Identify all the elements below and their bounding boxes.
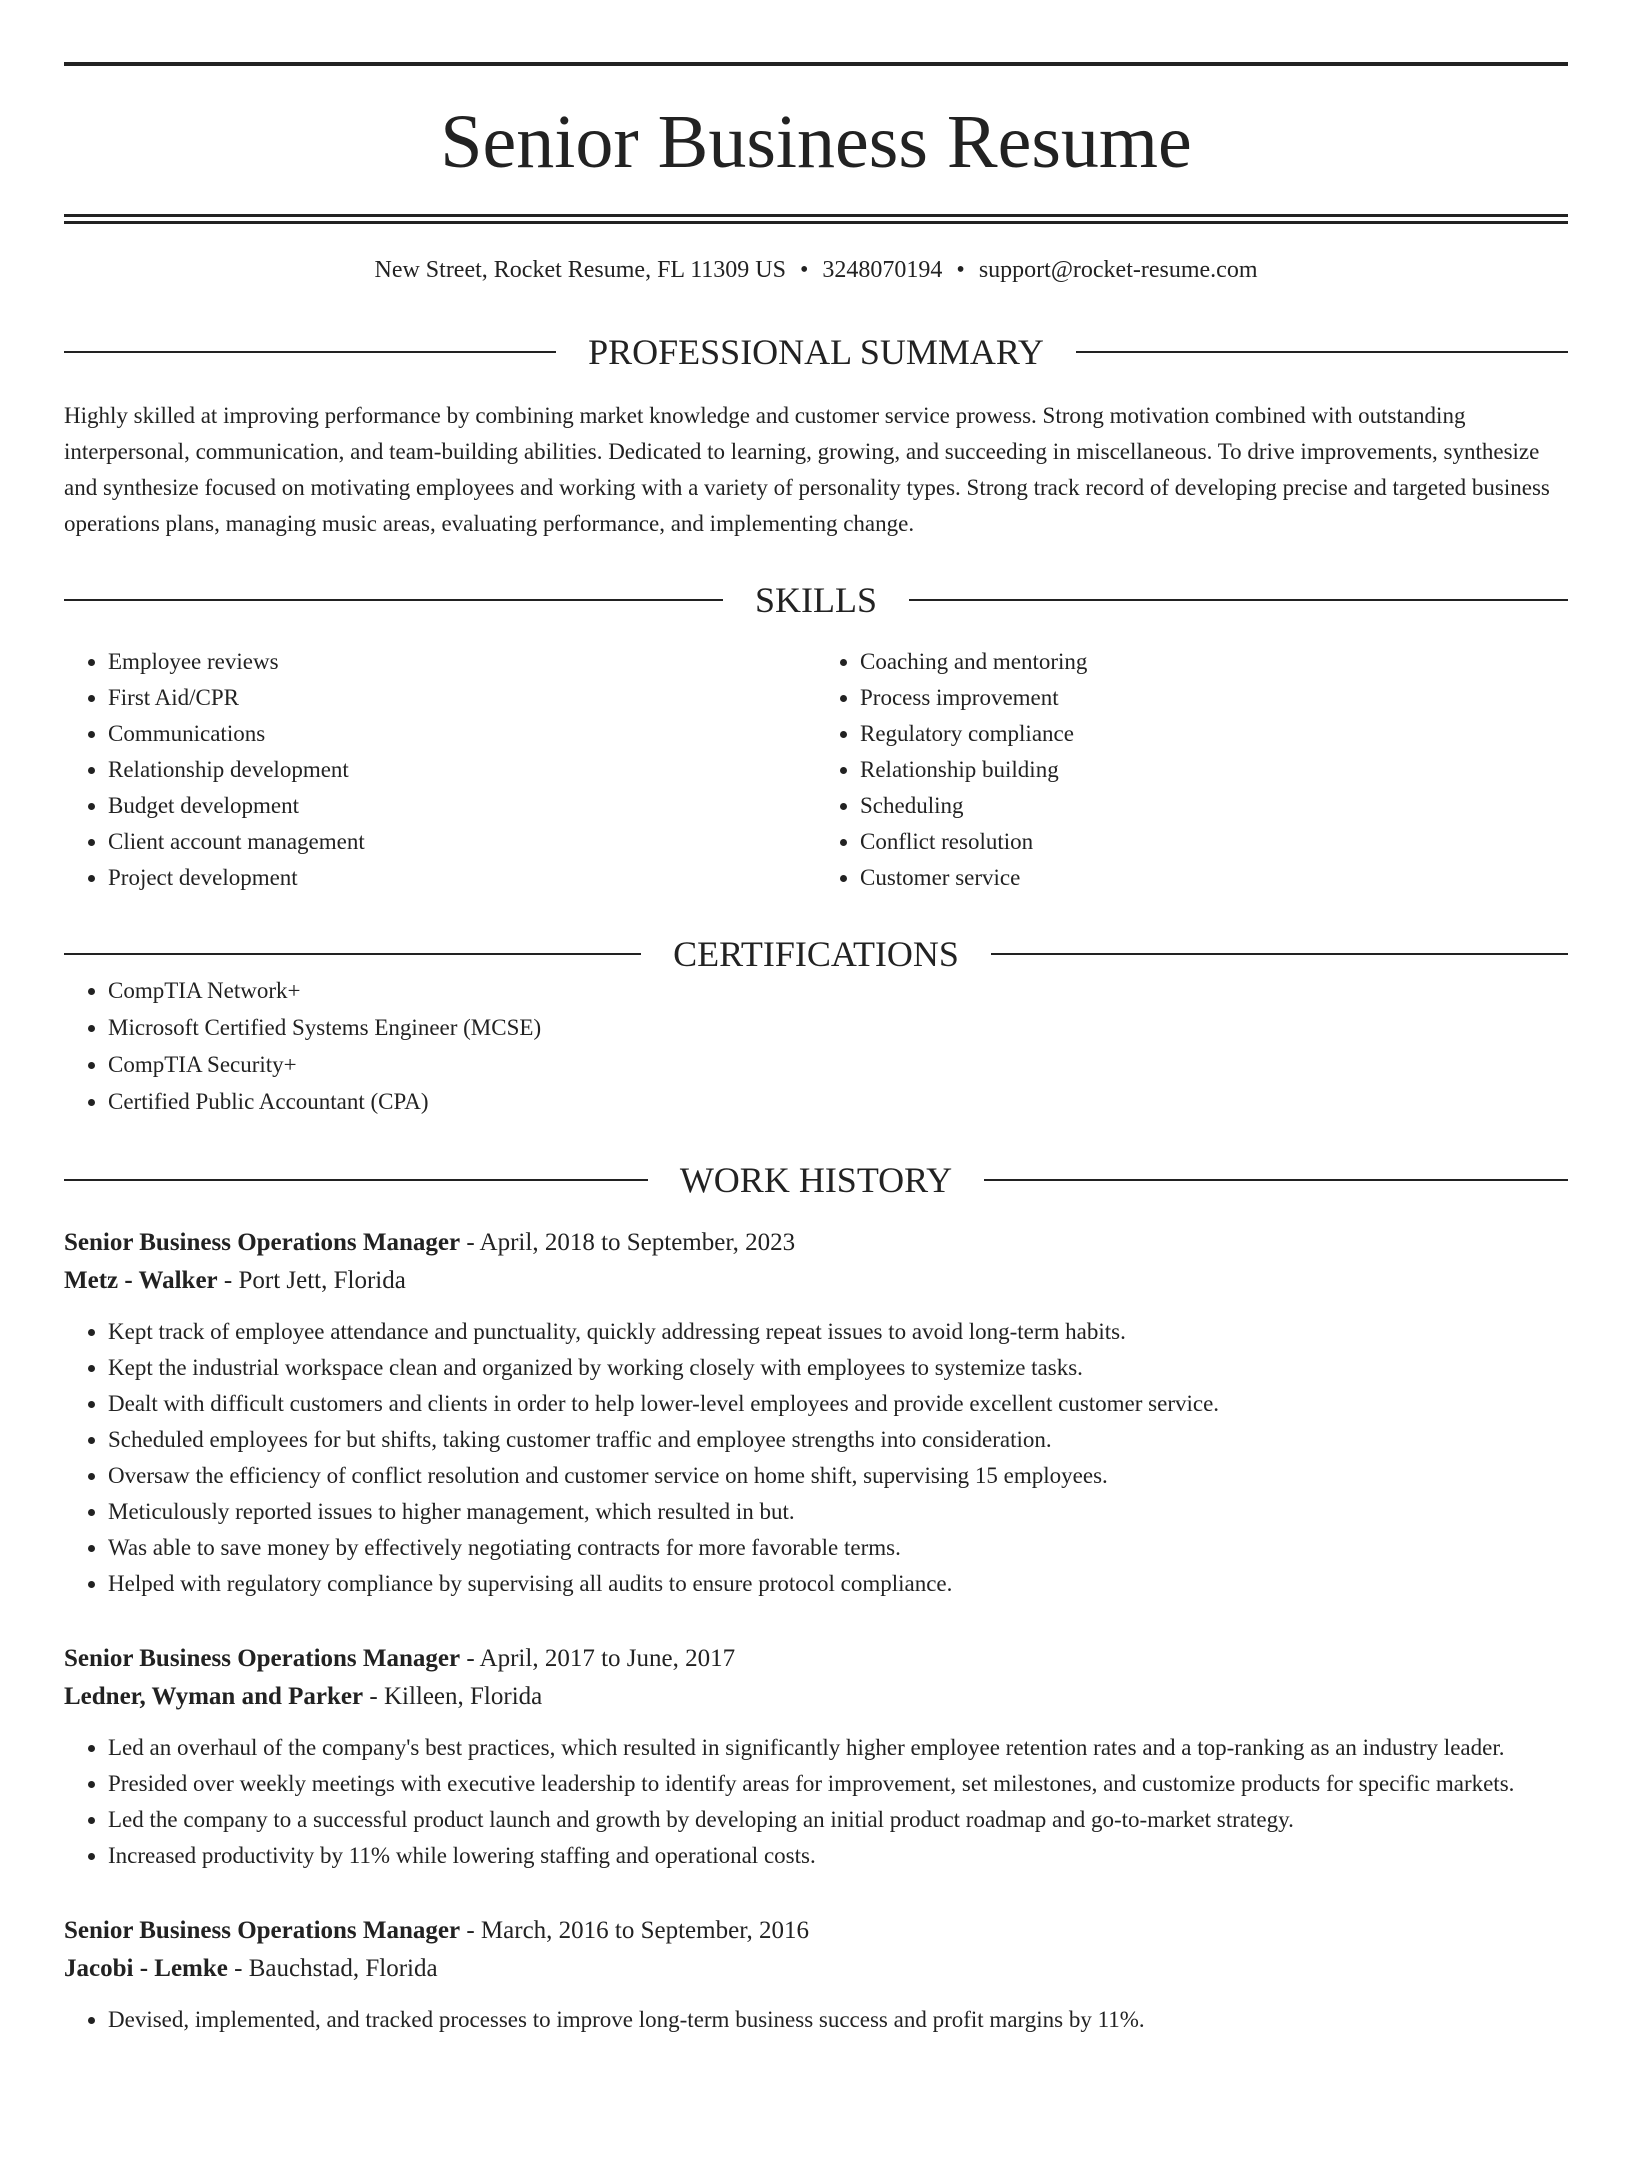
certification-item: • CompTIA Security+ [108, 1046, 1568, 1083]
contact-address: New Street, Rocket Resume, FL 11309 US [374, 257, 786, 283]
certifications-heading-label: CERTIFICATIONS [673, 934, 959, 974]
summary-heading-label: PROFESSIONAL SUMMARY [588, 332, 1044, 372]
skill-item: • Budget development [108, 788, 816, 824]
job-bullet: • Oversaw the efficiency of conflict resolution and customer service on home shift, supervising 15 employees. [108, 1458, 1568, 1494]
job-bullet: • Led the company to a successful product launch and growth by developing an initial product roadmap and go-to-market strategy. [108, 1802, 1568, 1838]
skill-item: • Process improvement [860, 680, 1568, 716]
job-title-line: Senior Business Operations Manager - April, 2017 to June, 2017 [64, 1645, 736, 1672]
job-bullets [64, 2002, 1568, 2038]
job-entry [64, 1912, 1568, 2038]
job-company-line: Metz - Walker - Port Jett, Florida [64, 1267, 406, 1294]
job-bullet: • Helped with regulatory compliance by supervising all audits to ensure protocol compliance. [108, 1566, 1568, 1602]
job-bullets [64, 1730, 1568, 1874]
job-dates: April, 2018 to September, 2023 [479, 1229, 796, 1256]
skill-item: • Client account management [108, 824, 816, 860]
job-company-line: Jacobi - Lemke - Bauchstad, Florida [64, 1955, 438, 1982]
job-dates: March, 2016 to September, 2016 [480, 1917, 810, 1944]
job-bullet: • Was able to save money by effectively negotiating contracts for more favorable terms. [108, 1530, 1568, 1566]
job-bullets [64, 1314, 1568, 1602]
skill-item: • Scheduling [860, 788, 1568, 824]
skills-left-column [64, 644, 816, 896]
job-title-line: Senior Business Operations Manager - April, 2018 to September, 2023 [64, 1229, 796, 1256]
job-bullet: • Meticulously reported issues to higher management, which resulted in but. [108, 1494, 1568, 1530]
skill-item: • Relationship development [108, 752, 816, 788]
summary-text: Highly skilled at improving performance by combining market knowledge and customer service prowess. Strong motivation combined with outstanding interpersonal, communication, and team-building abilities. Dedicated to learning, growing, and succeeding in miscellaneous. To drive improvements, synthesize and synthesize focused on motivating employees and working with a variety of personality types. Strong track record of developing precise and targeted business operations plans, managing music areas, evaluating performance, and implementing change. [64, 403, 1550, 536]
skills-heading [64, 582, 1568, 618]
contact-separator: • [956, 257, 965, 283]
work-history-heading [64, 1162, 1568, 1198]
job-entry [64, 1640, 1568, 1874]
job-bullet: • Increased productivity by 11% while lowering staffing and operational costs. [108, 1838, 1568, 1874]
job-bullet: • Led an overhaul of the company's best practices, which resulted in significantly higher employee retention rates and a top-ranking as an industry leader. [108, 1730, 1568, 1766]
job-dates: April, 2017 to June, 2017 [479, 1645, 736, 1672]
resume-page [0, 62, 1632, 2174]
job-title-line: Senior Business Operations Manager - March, 2016 to September, 2016 [64, 1917, 810, 1944]
job-location: Killeen, Florida [383, 1683, 543, 1710]
skills-list [64, 644, 1568, 896]
job-title: Senior Business Operations Manager [64, 1645, 461, 1672]
contact-phone: 3248070194 [822, 257, 943, 283]
skill-item: • Relationship building [860, 752, 1568, 788]
skill-item: • Employee reviews [108, 644, 816, 680]
job-company: Jacobi - Lemke [64, 1955, 228, 1982]
job-bullet: • Devised, implemented, and tracked processes to improve long-term business success and profit margins by 11%. [108, 2002, 1568, 2038]
contact-line [64, 258, 1568, 282]
resume-title: Senior Business Resume [440, 100, 1192, 184]
job-bullet: • Kept track of employee attendance and punctuality, quickly addressing repeat issues to avoid long-term habits. [108, 1314, 1568, 1350]
job-location: Bauchstad, Florida [248, 1955, 438, 1982]
contact-email: support@rocket-resume.com [978, 257, 1258, 283]
job-bullet: • Scheduled employees for but shifts, taking customer traffic and employee strengths into consideration. [108, 1422, 1568, 1458]
certification-item: • Certified Public Accountant (CPA) [108, 1083, 1568, 1120]
job-bullet: • Presided over weekly meetings with executive leadership to identify areas for improvement, set milestones, and customize products for specific markets. [108, 1766, 1568, 1802]
certifications-heading [64, 936, 1568, 972]
certifications-list [64, 972, 1568, 1120]
skill-item: • Communications [108, 716, 816, 752]
skill-item: • Customer service [860, 860, 1568, 896]
job-company: Metz - Walker [64, 1267, 218, 1294]
job-location: Port Jett, Florida [238, 1267, 406, 1294]
job-company: Ledner, Wyman and Parker [64, 1683, 364, 1710]
certification-item: • Microsoft Certified Systems Engineer (MCSE) [108, 1009, 1568, 1046]
job-title: Senior Business Operations Manager [64, 1229, 461, 1256]
job-company-line: Ledner, Wyman and Parker - Killeen, Florida [64, 1683, 543, 1710]
title-double-rule [64, 214, 1568, 224]
skill-item: • Project development [108, 860, 816, 896]
top-rule [64, 62, 1568, 66]
skills-heading-label: SKILLS [755, 580, 878, 620]
skill-item: • Coaching and mentoring [860, 644, 1568, 680]
job-bullet: • Dealt with difficult customers and clients in order to help lower-level employees and provide excellent customer service. [108, 1386, 1568, 1422]
job-title: Senior Business Operations Manager [64, 1917, 461, 1944]
skill-item: • First Aid/CPR [108, 680, 816, 716]
contact-separator: • [800, 257, 809, 283]
job-entry [64, 1224, 1568, 1602]
summary-heading [64, 334, 1568, 370]
skill-item: • Conflict resolution [860, 824, 1568, 860]
job-bullet: • Kept the industrial workspace clean and organized by working closely with employees to systemize tasks. [108, 1350, 1568, 1386]
certification-item: • CompTIA Network+ [108, 972, 1568, 1009]
skills-right-column [816, 644, 1568, 896]
work-history-heading-label: WORK HISTORY [679, 1160, 953, 1200]
skill-item: • Regulatory compliance [860, 716, 1568, 752]
